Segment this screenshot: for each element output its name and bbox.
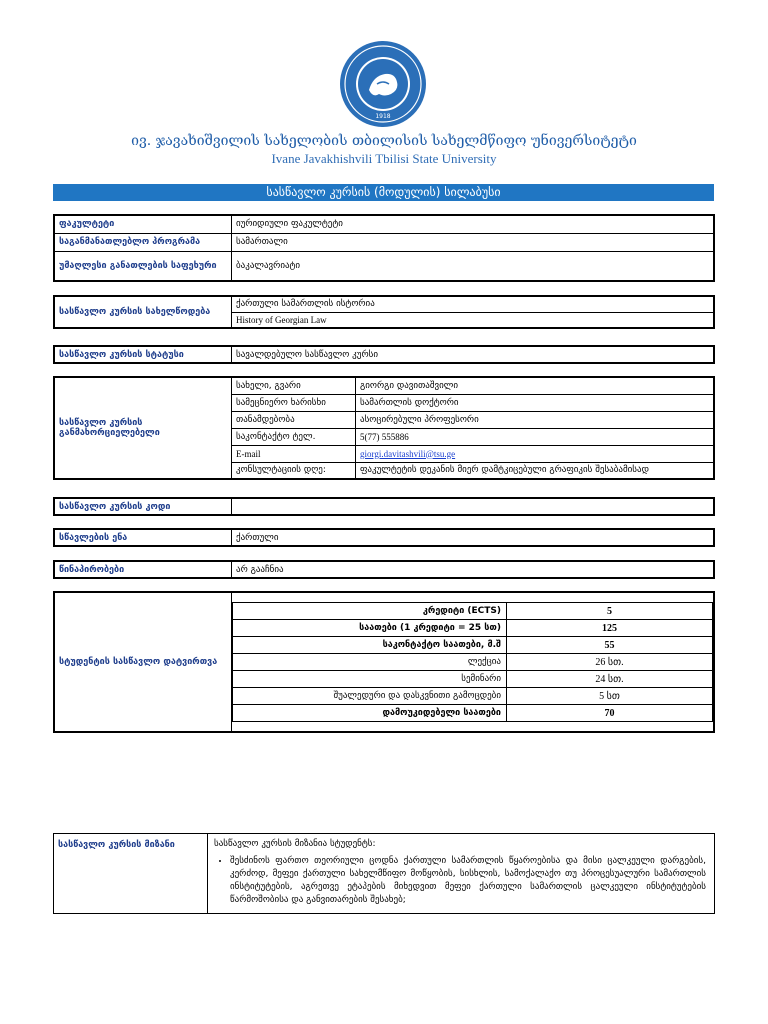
- workload-item-name: შუალედური და დასკვნითი გამოცდები: [233, 688, 507, 705]
- language-label: სწავლების ენა: [54, 529, 232, 546]
- education-level-label: უმაღლესი განათლების საფეხური: [54, 251, 232, 281]
- course-status-value: სავალდებულო სასწავლო კურსი: [232, 346, 715, 363]
- workload-item-name: სემინარი: [233, 671, 507, 688]
- syllabus-title-bar: სასწავლო კურსის (მოდულის) სილაბუსი: [53, 184, 714, 201]
- course-code-value: [232, 498, 715, 515]
- workload-item-name: დამოუკიდებელი საათები: [233, 705, 507, 722]
- course-name-english: History of Georgian Law: [232, 312, 715, 328]
- language-table: [53, 528, 715, 547]
- prerequisites-label: წინაპირობები: [54, 561, 232, 578]
- course-goal-label: სასწავლო კურსის მიზანი: [54, 834, 208, 914]
- lecturer-email-label: E-mail: [232, 445, 356, 462]
- workload-item-name: კრედიტი (ECTS): [233, 603, 507, 620]
- course-status-label: სასწავლო კურსის სტატუსი: [54, 346, 232, 363]
- workload-row: [233, 705, 713, 722]
- course-goal-list: [214, 855, 706, 907]
- course-name-label: სასწავლო კურსის სახელწოდება: [54, 296, 232, 328]
- workload-table: [53, 591, 715, 733]
- prerequisites-value: არ გააჩნია: [232, 561, 715, 578]
- university-seal-logo: [339, 40, 427, 128]
- lecturer-degree-label: სამეცნიერო ხარისხი: [232, 394, 356, 411]
- lecturer-table: [53, 376, 715, 480]
- course-code-table: [53, 497, 715, 516]
- lecturer-phone-value: 5(77) 555886: [356, 428, 715, 445]
- seal-year-text: 1918: [375, 113, 391, 120]
- lecturer-email-link[interactable]: giorgi.davitashvili@tsu.ge: [360, 448, 456, 459]
- workload-row: [233, 620, 713, 637]
- workload-item-name: საკონტაქტო საათები, მ.შ: [233, 637, 507, 654]
- workload-row: [233, 688, 713, 705]
- lecturer-consultation-label: კონსულტაციის დღე:: [232, 462, 356, 479]
- workload-item-value: 5: [507, 603, 713, 620]
- lecturer-phone-label: საკონტაქტო ტელ.: [232, 428, 356, 445]
- workload-breakdown: [232, 602, 713, 722]
- workload-item-name: საათები (1 კრედიტი = 25 სთ): [233, 620, 507, 637]
- lecturer-position-value: ასოცირებული პროფესორი: [356, 411, 715, 428]
- course-name-table: [53, 295, 715, 329]
- lecturer-name-value: გიორგი დავითაშვილი: [356, 377, 715, 394]
- workload-row: [233, 671, 713, 688]
- lecturer-label: სასწავლო კურსის განმახორციელებელი: [54, 377, 232, 479]
- faculty-value: იურიდიული ფაკულტეტი: [232, 215, 715, 233]
- course-code-label: სასწავლო კურსის კოდი: [54, 498, 232, 515]
- workload-row: [233, 603, 713, 620]
- workload-item-value: 55: [507, 637, 713, 654]
- university-name-georgian: ივ. ჯავახიშვილის სახელობის თბილისის სახელმწიფო უნივერსიტეტი: [131, 133, 637, 149]
- course-goal-table: [53, 833, 715, 914]
- workload-row: [233, 654, 713, 671]
- lecturer-position-label: თანამდებობა: [232, 411, 356, 428]
- prerequisites-table: [53, 560, 715, 579]
- workload-item-name: ლექცია: [233, 654, 507, 671]
- course-goal-bullet: • შესძინოს ფართო თეორიული ცოდნა ქართული სამართლის წყაროებისა და მისი ცალკეული დარგების, კერძოდ, მეფეი ქართული სახელმწიფო მოწყობის, სისხლის, სამოქალაქო თუ პროცესუალური სამართლის ინსტიტუტების, აგრეთვე ეტაპების მიხედვით მეფეი ქართული სამართლის ცალკეული ინსტიტუტების წარმოშობისა და განვითარების შესახებ;: [230, 855, 706, 907]
- course-goal-intro: სასწავლო კურსის მიზანია სტუდენტს:: [214, 839, 376, 849]
- course-name-georgian: ქართული სამართლის ისტორია: [232, 296, 715, 312]
- education-level-value: ბაკალავრიატი: [232, 251, 715, 281]
- faculty-label: ფაკულტეტი: [54, 215, 232, 233]
- university-name-english: Ivane Javakhishvili Tbilisi State University: [271, 151, 497, 166]
- lecturer-name-label: სახელი, გვარი: [232, 377, 356, 394]
- program-value: სამართალი: [232, 233, 715, 251]
- lecturer-consultation-value: ფაკულტეტის დეკანის მიერ დამტკიცებული გრაფიკის შესაბამისად: [356, 462, 715, 479]
- workload-item-value: 26 სთ.: [507, 654, 713, 671]
- program-label: საგანმანათლებლო პროგრამა: [54, 233, 232, 251]
- workload-label: სტუდენტის სასწავლო დატვირთვა: [54, 592, 232, 732]
- course-status-table: [53, 345, 715, 364]
- workload-item-value: 24 სთ.: [507, 671, 713, 688]
- faculty-table: [53, 214, 715, 282]
- workload-item-value: 5 სთ: [507, 688, 713, 705]
- lecturer-degree-value: სამართლის დოქტორი: [356, 394, 715, 411]
- language-value: ქართული: [232, 529, 715, 546]
- workload-row: [233, 637, 713, 654]
- workload-item-value: 125: [507, 620, 713, 637]
- workload-item-value: 70: [507, 705, 713, 722]
